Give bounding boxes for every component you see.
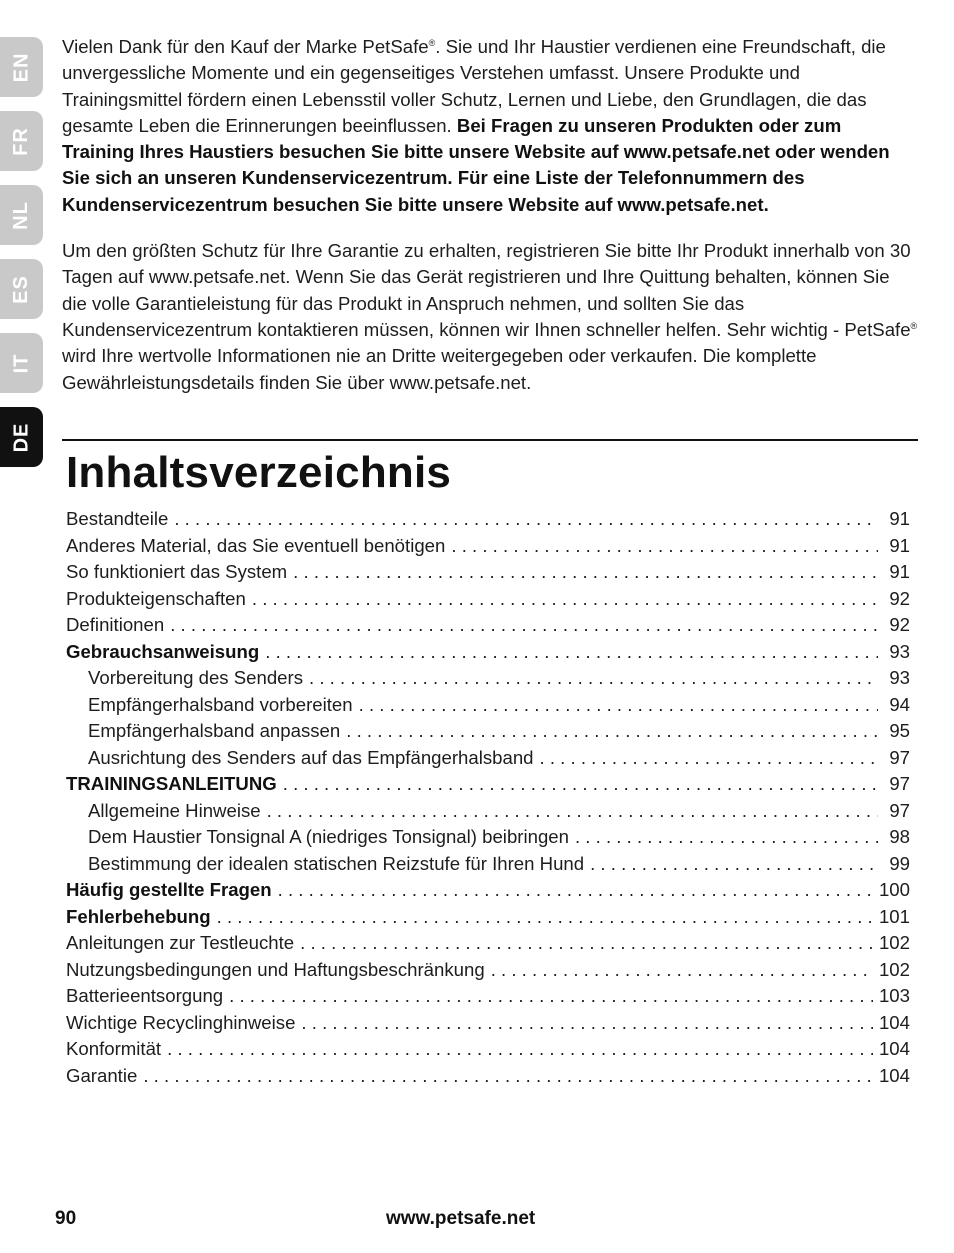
lang-tab-label: NL	[9, 200, 32, 230]
lang-tab-label: IT	[10, 353, 32, 373]
toc-entry-label: Wichtige Recyclinghinweise	[66, 1011, 296, 1033]
toc-entry-label: Bestandteile	[66, 508, 169, 529]
toc-entry[interactable]	[66, 561, 910, 588]
toc-entry-page: 102	[878, 958, 910, 980]
toc-entry[interactable]	[66, 641, 910, 668]
toc-leader-dots	[346, 720, 878, 742]
toc-leader-dots	[217, 906, 873, 928]
toc-entry[interactable]	[66, 1065, 910, 1092]
intro-text-run: Vielen Dank für den Kauf der Marke PetSafe	[62, 36, 429, 57]
toc-entry[interactable]	[66, 853, 910, 880]
lang-tab-it[interactable]	[0, 333, 43, 393]
toc-entry[interactable]	[66, 1038, 910, 1065]
toc-leader-dots	[540, 747, 878, 769]
lang-tab-label: ES	[10, 274, 32, 304]
toc-leader-dots	[252, 588, 878, 610]
toc-entry-page: 102	[878, 932, 910, 953]
toc-leader-dots	[170, 614, 878, 636]
toc-entry[interactable]	[66, 720, 910, 747]
toc-leader-dots	[283, 773, 878, 795]
toc-entry[interactable]	[66, 1012, 910, 1039]
toc-leader-dots	[278, 879, 873, 901]
toc-entry-label: So funktioniert das System	[66, 561, 288, 582]
section-divider	[62, 439, 918, 441]
toc-leader-dots	[491, 959, 873, 981]
toc-entry-page: 91	[889, 508, 910, 529]
toc-entry-page: 92	[889, 614, 910, 635]
toc-entry-label: TRAININGSANLEITUNG	[66, 773, 277, 794]
lang-tab-label: FR	[9, 126, 32, 156]
toc-leader-dots	[590, 853, 878, 875]
toc-entry[interactable]	[66, 985, 910, 1012]
toc-leader-dots	[229, 985, 873, 1007]
toc-entry[interactable]	[66, 614, 910, 641]
toc-leader-dots	[174, 508, 878, 530]
toc-leader-dots	[143, 1065, 873, 1087]
toc-entry-label: Bestimmung der idealen statischen Reizstufe für Ihren Hund	[88, 852, 585, 874]
toc-entry-label: Nutzungsbedingungen und Haftungsbeschränkung	[66, 958, 485, 980]
toc-leader-dots	[359, 694, 878, 716]
registered-mark: ®	[910, 320, 918, 331]
toc-entry-label: Definitionen	[66, 614, 165, 635]
lang-tab-label: DE	[9, 422, 32, 452]
intro-paragraph-2	[62, 238, 918, 396]
toc-entry[interactable]	[66, 508, 910, 535]
lang-tab-fr[interactable]	[0, 111, 43, 171]
toc-entry-page: 91	[889, 561, 910, 582]
toc-entry[interactable]	[66, 535, 910, 562]
toc-entry[interactable]	[66, 588, 910, 615]
toc-entry[interactable]	[66, 906, 910, 933]
toc-entry-label: Ausrichtung des Senders auf das Empfängerhalsband	[88, 746, 534, 768]
toc-entry-label: Anderes Material, das Sie eventuell benötigen	[66, 534, 446, 556]
intro-bold-text: Bei Fragen zu unseren Produkten oder zum Training Ihres Haustiers besuchen Sie bitte unsere Website auf www.petsafe.net oder wenden Sie sich an unseren Kundenservicezentrum. Für eine Liste der Telefonnummern des Kundenservicezentrum besuchen Sie bitte unsere Website auf www.petsafe.net.	[62, 114, 890, 215]
footer-url: www.petsafe.net	[386, 1208, 536, 1229]
toc-entry-page: 103	[878, 985, 910, 1006]
toc-entry[interactable]	[66, 773, 910, 800]
table-of-contents	[66, 508, 910, 1091]
toc-leader-dots	[293, 561, 878, 583]
toc-entry-page: 93	[889, 667, 910, 688]
toc-leader-dots	[309, 667, 878, 689]
toc-entry-page: 93	[889, 640, 910, 662]
lang-tab-de[interactable]	[0, 407, 43, 467]
intro-text-run: Um den größten Schutz für Ihre Garantie zu erhalten, registrieren Sie bitte Ihr Produkt innerhalb von 30 Tagen auf www.petsafe.net. Wenn Sie das Gerät registrieren und Ihre Quittung behalten, können Sie die volle Garantieleistung für das Produkt in Anspruch nehmen, und sollten Sie das Kundenservicezentrum kontaktieren müssen, können wir Ihnen schneller helfen. Sehr wichtig - PetSafe	[62, 240, 911, 340]
toc-leader-dots	[167, 1038, 873, 1060]
toc-entry-label: Konformität	[66, 1038, 162, 1059]
lang-tab-nl[interactable]	[0, 185, 43, 245]
toc-leader-dots	[451, 535, 878, 557]
toc-entry[interactable]	[66, 800, 910, 827]
toc-entry-label: Fehlerbehebung	[66, 905, 211, 927]
toc-leader-dots	[265, 641, 878, 663]
toc-entry[interactable]	[66, 826, 910, 853]
toc-leader-dots	[301, 1012, 873, 1034]
toc-entry-page: 104	[878, 1064, 910, 1086]
lang-tab-en[interactable]	[0, 37, 43, 97]
toc-entry-label: Produkteigenschaften	[66, 587, 246, 609]
toc-entry-page: 95	[889, 720, 910, 741]
toc-entry-page: 104	[878, 1011, 910, 1033]
toc-leader-dots	[300, 932, 873, 954]
intro-paragraph-1	[62, 34, 918, 218]
toc-entry-label: Garantie	[66, 1064, 138, 1086]
toc-entry-page: 91	[889, 534, 910, 556]
intro-text	[62, 34, 918, 396]
toc-entry-page: 100	[878, 879, 910, 900]
toc-entry-label: Häufig gestellte Fragen	[66, 879, 272, 900]
toc-entry[interactable]	[66, 879, 910, 906]
toc-entry-label: Dem Haustier Tonsignal A (niedriges Tonsignal) beibringen	[88, 826, 569, 847]
toc-entry-label: Gebrauchsanweisung	[66, 640, 260, 662]
toc-entry-page: 94	[889, 693, 910, 715]
toc-entry-page: 97	[889, 799, 910, 821]
toc-entry-page: 97	[889, 773, 910, 794]
toc-title: Inhaltsverzeichnis	[66, 448, 452, 497]
toc-entry-label: Allgemeine Hinweise	[88, 799, 261, 821]
lang-tab-es[interactable]	[0, 259, 43, 319]
intro-text-run: . Sie und Ihr Haustier verdienen eine Freundschaft, die unvergessliche Momente und ein gegenseitiges Verstehen umfasst. Unsere Produkte und Trainingsmittel fördern einen Lebensstil voller Schutz, Lernen und Liebe, den Grundlagen, die das gesamte Leben die Erinnerungen beeinflussen.	[62, 36, 886, 136]
toc-entry-label: Anleitungen zur Testleuchte	[66, 932, 295, 953]
toc-entry[interactable]	[66, 667, 910, 694]
toc-entry-page: 99	[889, 852, 910, 874]
toc-entry-label: Empfängerhalsband vorbereiten	[88, 693, 353, 715]
toc-entry[interactable]	[66, 747, 910, 774]
toc-entry-page: 97	[889, 746, 910, 768]
toc-entry-page: 104	[878, 1038, 910, 1059]
registered-mark: ®	[428, 37, 436, 48]
toc-entry-page: 98	[889, 826, 910, 847]
toc-leader-dots	[575, 826, 878, 848]
toc-entry-label: Vorbereitung des Senders	[88, 667, 304, 688]
page-number: 90	[55, 1208, 77, 1229]
toc-entry-page: 101	[878, 905, 910, 927]
toc-entry[interactable]	[66, 932, 910, 959]
toc-leader-dots	[267, 800, 878, 822]
toc-entry[interactable]	[66, 694, 910, 721]
toc-entry-label: Empfängerhalsband anpassen	[88, 720, 341, 741]
toc-entry[interactable]	[66, 959, 910, 986]
toc-entry-label: Batterieentsorgung	[66, 985, 224, 1006]
intro-text-run: wird Ihre wertvolle Informationen nie an Dritte weitergegeben oder verkaufen. Die komplette Gewährleistungsdetails finden Sie über www.petsafe.net.	[62, 345, 817, 393]
lang-tab-label: EN	[9, 52, 32, 82]
toc-entry-page: 92	[889, 587, 910, 609]
